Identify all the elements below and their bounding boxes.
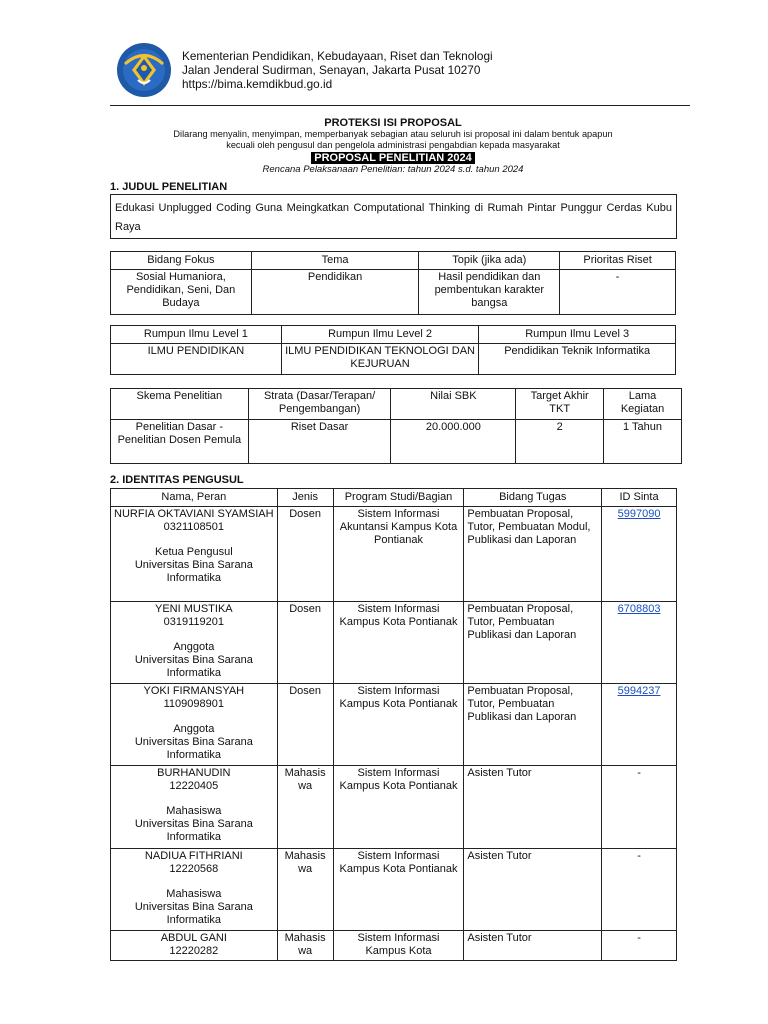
section-1-heading: 1. JUDUL PENELITIAN bbox=[110, 181, 228, 193]
identity-header-cell: Nama, Peran bbox=[111, 489, 278, 507]
sinta-empty: - bbox=[637, 850, 641, 862]
identity-table bbox=[110, 488, 677, 961]
member-type bbox=[277, 849, 333, 931]
protection-note-line1: Dilarang menyalin, menyimpan, memperbanyak sebagian atau seluruh isi proposal ini dalam bentuk apapun bbox=[173, 129, 613, 139]
focus-header-cell: Topik (jika ada) bbox=[419, 252, 560, 270]
rumpun-header-row bbox=[111, 326, 676, 344]
focus-cell: - bbox=[560, 270, 676, 315]
institution-info bbox=[182, 49, 493, 91]
member-name: BURHANUDIN bbox=[157, 767, 231, 779]
protection-title: PROTEKSI ISI PROPOSAL bbox=[324, 117, 462, 129]
skema-cell: 2 bbox=[516, 420, 604, 464]
focus-header-cell: Tema bbox=[251, 252, 419, 270]
member-duties: Asisten Tutor bbox=[464, 931, 602, 961]
member-cell bbox=[111, 766, 278, 849]
member-cell bbox=[111, 602, 278, 684]
protection-note-line2: kecuali oleh pengusul dan pengelola administrasi pengabdian kepada masyarakat bbox=[226, 140, 560, 150]
rumpun-header-cell: Rumpun Ilmu Level 2 bbox=[281, 326, 479, 344]
member-org: Universitas Bina Sarana Informatika bbox=[134, 736, 253, 761]
member-name: ABDUL GANI bbox=[160, 932, 227, 944]
plan-text: Rencana Pelaksanaan Penelitian: tahun 2024 s.d. tahun 2024 bbox=[262, 164, 524, 175]
skema-header-cell: Nilai SBK bbox=[391, 389, 516, 420]
member-type: Dosen bbox=[277, 507, 333, 602]
member-type bbox=[277, 931, 333, 961]
sinta-link[interactable]: 6708803 bbox=[617, 603, 661, 615]
member-role: Mahasiswa bbox=[166, 888, 222, 901]
member-program: Sistem Informasi Kampus Kota Pontianak bbox=[333, 684, 464, 766]
skema-header-cell: Lama Kegiatan bbox=[604, 389, 682, 420]
skema-cell: Riset Dasar bbox=[248, 420, 391, 464]
skema-cell: 20.000.000 bbox=[391, 420, 516, 464]
member-role: Anggota bbox=[173, 641, 215, 654]
member-program: Sistem Informasi Kampus Kota Pontianak bbox=[333, 602, 464, 684]
member-cell bbox=[111, 931, 278, 961]
member-id: 0321108501 bbox=[163, 520, 224, 533]
member-org: Universitas Bina Sarana Informatika bbox=[134, 818, 253, 843]
member-name: NURFIA OKTAVIANI SYAMSIAH bbox=[114, 508, 274, 520]
institution-name: Kementerian Pendidikan, Kebudayaan, Riset dan Teknologi bbox=[182, 49, 493, 63]
member-sinta-cell bbox=[602, 507, 677, 602]
skema-cell: 1 Tahun bbox=[604, 420, 682, 464]
member-sinta-cell bbox=[602, 766, 677, 849]
research-title-box: Edukasi Unplugged Coding Guna Meingkatkan Computational Thinking di Rumah Pintar Punggur Cerdas Kubu Raya bbox=[110, 194, 677, 239]
identity-header-cell: ID Sinta bbox=[602, 489, 677, 507]
table-row bbox=[111, 684, 677, 766]
identity-header-row bbox=[111, 489, 677, 507]
member-type: Dosen bbox=[277, 684, 333, 766]
rumpun-cell: Pendidikan Teknik Informatika bbox=[479, 344, 676, 375]
section-2-heading: 2. IDENTITAS PENGUSUL bbox=[110, 474, 244, 486]
table-row bbox=[111, 766, 677, 849]
skema-header-cell: Skema Penelitian bbox=[111, 389, 249, 420]
letterhead bbox=[110, 40, 690, 106]
member-type-text: Mahasiswa bbox=[284, 932, 326, 957]
skema-header-row bbox=[111, 389, 682, 420]
identity-header-cell: Bidang Tugas bbox=[464, 489, 602, 507]
member-program: Sistem Informasi Akuntansi Kampus Kota Pontianak bbox=[333, 507, 464, 602]
skema-header-cell: Target Akhir TKT bbox=[516, 389, 604, 420]
member-cell bbox=[111, 507, 278, 602]
member-cell bbox=[111, 849, 278, 931]
rumpun-table bbox=[110, 325, 676, 375]
institution-url[interactable]: https://bima.kemdikbud.go.id bbox=[182, 77, 333, 91]
member-cell bbox=[111, 684, 278, 766]
rumpun-cell: ILMU PENDIDIKAN TEKNOLOGI DAN KEJURUAN bbox=[281, 344, 479, 375]
member-name: NADIUA FITHRIANI bbox=[144, 850, 243, 862]
focus-cell: Pendidikan bbox=[251, 270, 419, 315]
member-org: Universitas Bina Sarana Informatika bbox=[134, 559, 253, 584]
member-role: Anggota bbox=[173, 723, 215, 736]
table-row bbox=[111, 849, 677, 931]
table-row bbox=[111, 602, 677, 684]
sinta-link[interactable]: 5994237 bbox=[617, 685, 661, 697]
institution-address: Jalan Jenderal Sudirman, Senayan, Jakarta Pusat 10270 bbox=[182, 63, 481, 77]
proposal-title: PROPOSAL PENELITIAN 2024 bbox=[311, 152, 475, 164]
member-id: 12220282 bbox=[169, 944, 219, 957]
member-duties: Pembuatan Proposal, Tutor, Pembuatan Publikasi dan Laporan bbox=[464, 684, 602, 766]
focus-cell: Sosial Humaniora, Pendidikan, Seni, Dan Budaya bbox=[111, 270, 252, 315]
skema-row bbox=[111, 420, 682, 464]
focus-row bbox=[111, 270, 676, 315]
member-program: Sistem Informasi Kampus Kota Pontianak bbox=[333, 849, 464, 931]
skema-table bbox=[110, 388, 682, 464]
member-type-text: Mahasiswa bbox=[284, 767, 326, 792]
focus-cell: Hasil pendidikan dan pembentukan karakter bangsa bbox=[419, 270, 560, 315]
member-sinta-cell bbox=[602, 602, 677, 684]
member-id: 12220405 bbox=[169, 779, 219, 792]
member-type: Dosen bbox=[277, 602, 333, 684]
rumpun-row bbox=[111, 344, 676, 375]
member-program: Sistem Informasi Kampus Kota bbox=[333, 931, 464, 961]
rumpun-header-cell: Rumpun Ilmu Level 3 bbox=[479, 326, 676, 344]
member-id: 12220568 bbox=[169, 862, 219, 875]
member-name: YOKI FIRMANSYAH bbox=[143, 685, 245, 697]
member-duties: Pembuatan Proposal, Tutor, Pembuatan Publikasi dan Laporan bbox=[464, 602, 602, 684]
sinta-empty: - bbox=[637, 767, 641, 779]
kemdikbud-logo-icon bbox=[116, 42, 172, 98]
member-duties: Asisten Tutor bbox=[464, 849, 602, 931]
focus-header-row bbox=[111, 252, 676, 270]
member-sinta-cell bbox=[602, 684, 677, 766]
sinta-empty: - bbox=[637, 932, 641, 944]
member-sinta-cell bbox=[602, 849, 677, 931]
identity-header-cell: Program Studi/Bagian bbox=[333, 489, 464, 507]
member-id: 1109098901 bbox=[163, 697, 224, 710]
member-duties: Pembuatan Proposal, Tutor, Pembuatan Modul, Publikasi dan Laporan bbox=[464, 507, 602, 602]
protection-note bbox=[110, 129, 676, 151]
table-row bbox=[111, 931, 677, 961]
member-type bbox=[277, 766, 333, 849]
skema-header-cell: Strata (Dasar/Terapan/ Pengembangan) bbox=[248, 389, 391, 420]
member-duties: Asisten Tutor bbox=[464, 766, 602, 849]
focus-header-cell: Prioritas Riset bbox=[560, 252, 676, 270]
rumpun-header-cell: Rumpun Ilmu Level 1 bbox=[111, 326, 282, 344]
skema-cell: Penelitian Dasar - Penelitian Dosen Pemula bbox=[111, 420, 249, 464]
focus-table bbox=[110, 251, 676, 315]
member-role: Ketua Pengusul bbox=[154, 546, 233, 559]
member-role: Mahasiswa bbox=[166, 805, 222, 818]
member-type-text: Mahasiswa bbox=[284, 850, 326, 875]
member-name: YENI MUSTIKA bbox=[155, 603, 233, 615]
table-row bbox=[111, 507, 677, 602]
focus-header-cell: Bidang Fokus bbox=[111, 252, 252, 270]
sinta-link[interactable]: 5997090 bbox=[617, 508, 661, 520]
member-id: 0319119201 bbox=[163, 615, 224, 628]
identity-header-cell: Jenis bbox=[277, 489, 333, 507]
member-org: Universitas Bina Sarana Informatika bbox=[134, 901, 253, 926]
member-program: Sistem Informasi Kampus Kota Pontianak bbox=[333, 766, 464, 849]
member-org: Universitas Bina Sarana Informatika bbox=[134, 654, 253, 679]
member-sinta-cell bbox=[602, 931, 677, 961]
proposal-title-wrap bbox=[110, 152, 676, 164]
rumpun-cell: ILMU PENDIDIKAN bbox=[111, 344, 282, 375]
